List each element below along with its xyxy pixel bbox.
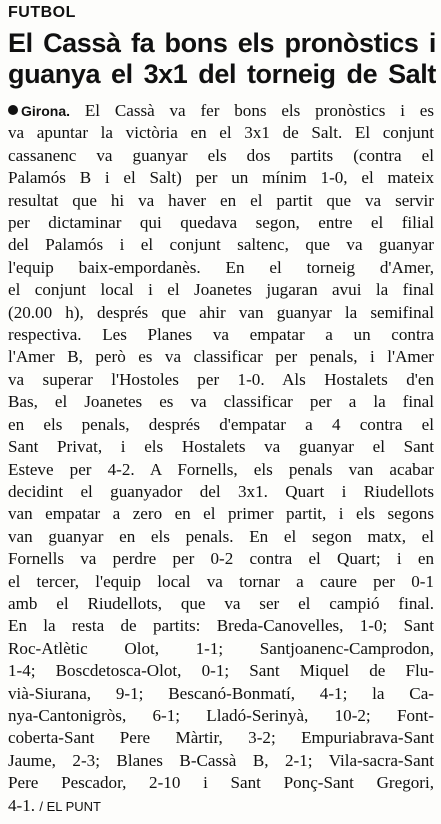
article-line: Pere Pescador, 2-10 i Sant Ponç-Sant Gregori, (8, 773, 434, 793)
article-line: van guanyar en els penals. En el segon matx, el (8, 526, 434, 546)
article-line: amb el Riudellots, que va ser el campió final. (8, 593, 434, 613)
article-line: l'Amer B, però es va classificar per penals, i l'Amer (8, 347, 434, 367)
article-line: Palamós B i el Salt) per un mínim 1-0, el mateix (8, 168, 434, 188)
article-body (8, 100, 434, 818)
credit: / EL PUNT (39, 798, 101, 814)
article-line: per dictaminar qui quedava segon, entre el filial (8, 213, 434, 233)
section-label: FUTBOL (8, 4, 76, 21)
article-line: el conjunt local i el Joanetes jugaran avui la final (8, 280, 434, 300)
article-line: va apuntar la victòria en el 3x1 de Salt. El conjunt (8, 123, 434, 143)
article-line: Esteve per 4-2. A Fornells, els penals van acabar (8, 459, 434, 479)
article-line: decidint el guanyador del 3x1. Quart i Riudellots (8, 481, 434, 501)
article-line: vià-Siurana, 9-1; Bescanó-Bonmatí, 4-1; la Ca- (8, 683, 434, 703)
article-line: En la resta de partits: Breda-Canovelles, 1-0; Sant (8, 616, 434, 636)
article-line: van empatar a zero en el primer partit, i els segons (8, 504, 434, 524)
article-line: el tercer, l'equip local va tornar a caure per 0-1 (8, 571, 434, 591)
article-line: resultat que hi va haver en el partit que va servir (8, 190, 434, 210)
dateline: Girona. (21, 103, 71, 119)
article-line: cassanenc va guanyar els dos partits (contra el (8, 145, 434, 165)
article-line: Jaume, 2-3; Blanes B-Cassà B, 2-1; Vila-sacra-Sant (8, 750, 434, 770)
article-line: 4-1. / EL PUNT (8, 795, 101, 815)
headline (8, 28, 436, 90)
article-line: Sant Privat, i els Hostalets va guanyar el Sant (8, 437, 434, 457)
article-line: nya-Cantonigròs, 6-1; Lladó-Serinyà, 10-2; Font- (8, 705, 434, 725)
article-line: en els penals, després d'empatar a 4 contra el (8, 414, 434, 434)
article-line: 1-4; Boscdetosca-Olot, 0-1; Sant Miquel de Flu- (8, 661, 434, 681)
article-line: Girona. El Cassà va fer bons els pronòstics i es (8, 100, 434, 122)
bullet-icon (8, 105, 18, 115)
article-line: (20.00 h), després que ahir van guanyar la semifinal (8, 302, 434, 322)
article-line: del Palamós i el conjunt saltenc, que va guanyar (8, 235, 434, 255)
article-line: Fornells va perdre per 0-2 contra el Quart; i en (8, 549, 434, 569)
headline-line-2: guanya el 3x1 del torneig de Salt (8, 59, 436, 89)
article-line: coberta-Sant Pere Màrtir, 3-2; Empuriabrava-Sant (8, 728, 434, 748)
headline-line-1: El Cassà fa bons els pronòstics i (8, 28, 436, 58)
article-line: va superar l'Hostoles per 1-0. Als Hostalets d'en (8, 369, 434, 389)
article-line: respectiva. Les Planes va empatar a un contra (8, 325, 434, 345)
article-line: Bas, el Joanetes es va classificar per a la final (8, 392, 434, 412)
article-line: l'equip baix-empordanès. En el torneig d'Amer, (8, 257, 434, 277)
article-line: Roc-Atlètic Olot, 1-1; Santjoanenc-Camprodon, (8, 638, 434, 658)
